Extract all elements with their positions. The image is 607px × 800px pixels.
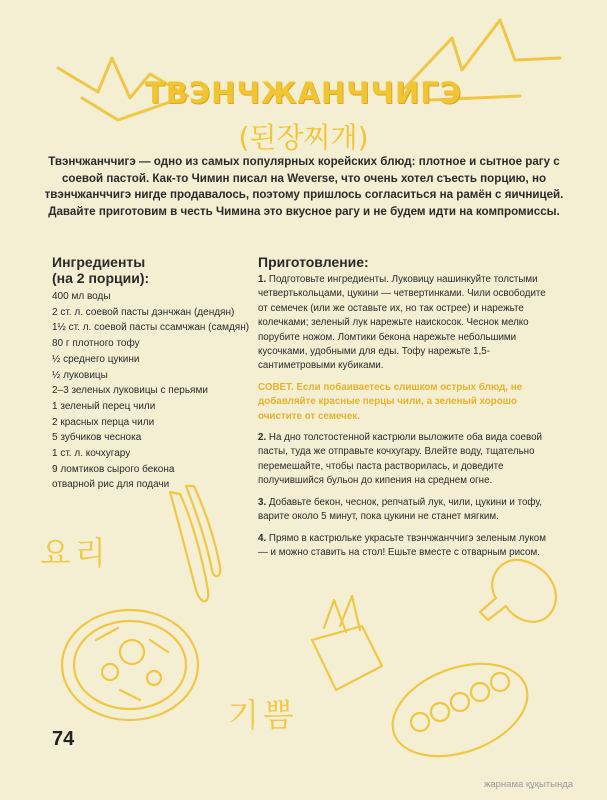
ingredient-item: 1½ ст. л. соевой пасты ссамчжан (самдян) [52,322,250,334]
hangul-decor-gippeum: 기쁨 [228,696,298,734]
ingredient-item: ½ луковицы [52,369,108,381]
bowl-doodle [62,610,198,720]
method-step [258,431,550,489]
step-text: Добавьте бекон, чеснок, репчатый лук, чили, цукини и тофу, варите около 5 минут, пока цукини не станет мягким. [258,496,543,523]
ingredient-item: 9 ломтиков сырого бекона [52,463,175,475]
tip-note: СОВЕТ. Если побаиваетесь слишком острых блюд, не добавляйте красные перцы чили, а зеленый хорошо очистите от семечек. [258,381,523,422]
method-step [258,532,550,561]
ingredients-heading: Ингредиенты (на 2 порции): [52,254,150,286]
ingredients-list [52,289,257,493]
method-heading: Приготовление: [258,254,369,270]
ingredient-item: 1 ст. л. кочхугару [52,448,131,460]
recipe-subtitle-korean: (된장찌개) [238,121,369,154]
step-number: 3. [258,496,267,508]
intro-paragraph: Твэнчжанччигэ — одно из самых популярных корейских блюд: плотное и сытное рагу с соевой пастой. Как-то Чимин писал на Weverse, что очень хотел съесть порцию, но твэнчжанччигэ нигде продавалось, поэтому пришлось согласиться на рамён с яичницей. [44,155,564,202]
step-number: 2. [258,432,267,444]
ingredients-section [52,254,257,493]
ingredient-item: 80 г плотного тофу [52,338,140,350]
ingredient-item: 2 красных перца чили [52,416,155,428]
ingredient-item: отварной рис для подачи [52,479,170,491]
footer-watermark: жарнама құқытында [484,779,574,790]
method-section [258,254,550,567]
ingredient-item: 5 зубчиков чеснока [52,432,142,444]
ingredient-item: ½ среднего цукини [52,353,140,365]
intro-paragraph: Давайте приготовим в честь Чимина это вкусное рагу и не будем идти на компромиссы. [48,204,560,218]
step-number: 1. [258,274,267,285]
recipe-title: ТВЭНЧЖАНЧЧИГЭ [145,76,462,110]
takeaway-box-doodle [312,626,382,690]
method-step [258,273,550,374]
step-text: На дно толстостенной кастрюли выложите оба вида соевой пасты, туда же отправьте кочхугару. Влейте воду, тщательно перемешайте, чтобы паста растворилась, и доведите получившийся бульон до кипения на среднем огне. [258,432,542,487]
drumstick-doodle [480,560,556,622]
method-step [258,496,550,525]
intro-text [44,154,564,220]
ingredient-item: 1 зеленый перец чили [52,400,156,412]
ingredient-item: 2–3 зеленых луковицы с перьями [52,385,208,397]
step-text: Прямо в кастрюльке украсьте твэнчжанччигэ зеленым луком — и можно ставить на стол! Ешьте вместе с отварным рисом. [258,532,546,558]
hangul-decor-yori: 요리 [40,534,110,572]
step-number: 4. [258,532,267,544]
ingredient-item: 2 ст. л. соевой пасты дэнчжан (дендян) [52,306,235,318]
ingredient-item: 400 мл воды [52,291,111,302]
step-text: Подготовьте ингредиенты. Луковицу нашинкуйте толстыми четвертькольцами, цукини — четвертинками. Чили освободите от семечек (или же оставьте их, но так острее) и нарежьте колечками; зеленый лук нарежьте наискосок. Чеснок мелко порубите ножом. Ломтики бекона нарежьте небольшими кусочками, удобными для еды. Тофу нарежьте 1,5-сантиметровыми кубиками. [258,274,546,372]
page-number: 74 [52,728,75,750]
